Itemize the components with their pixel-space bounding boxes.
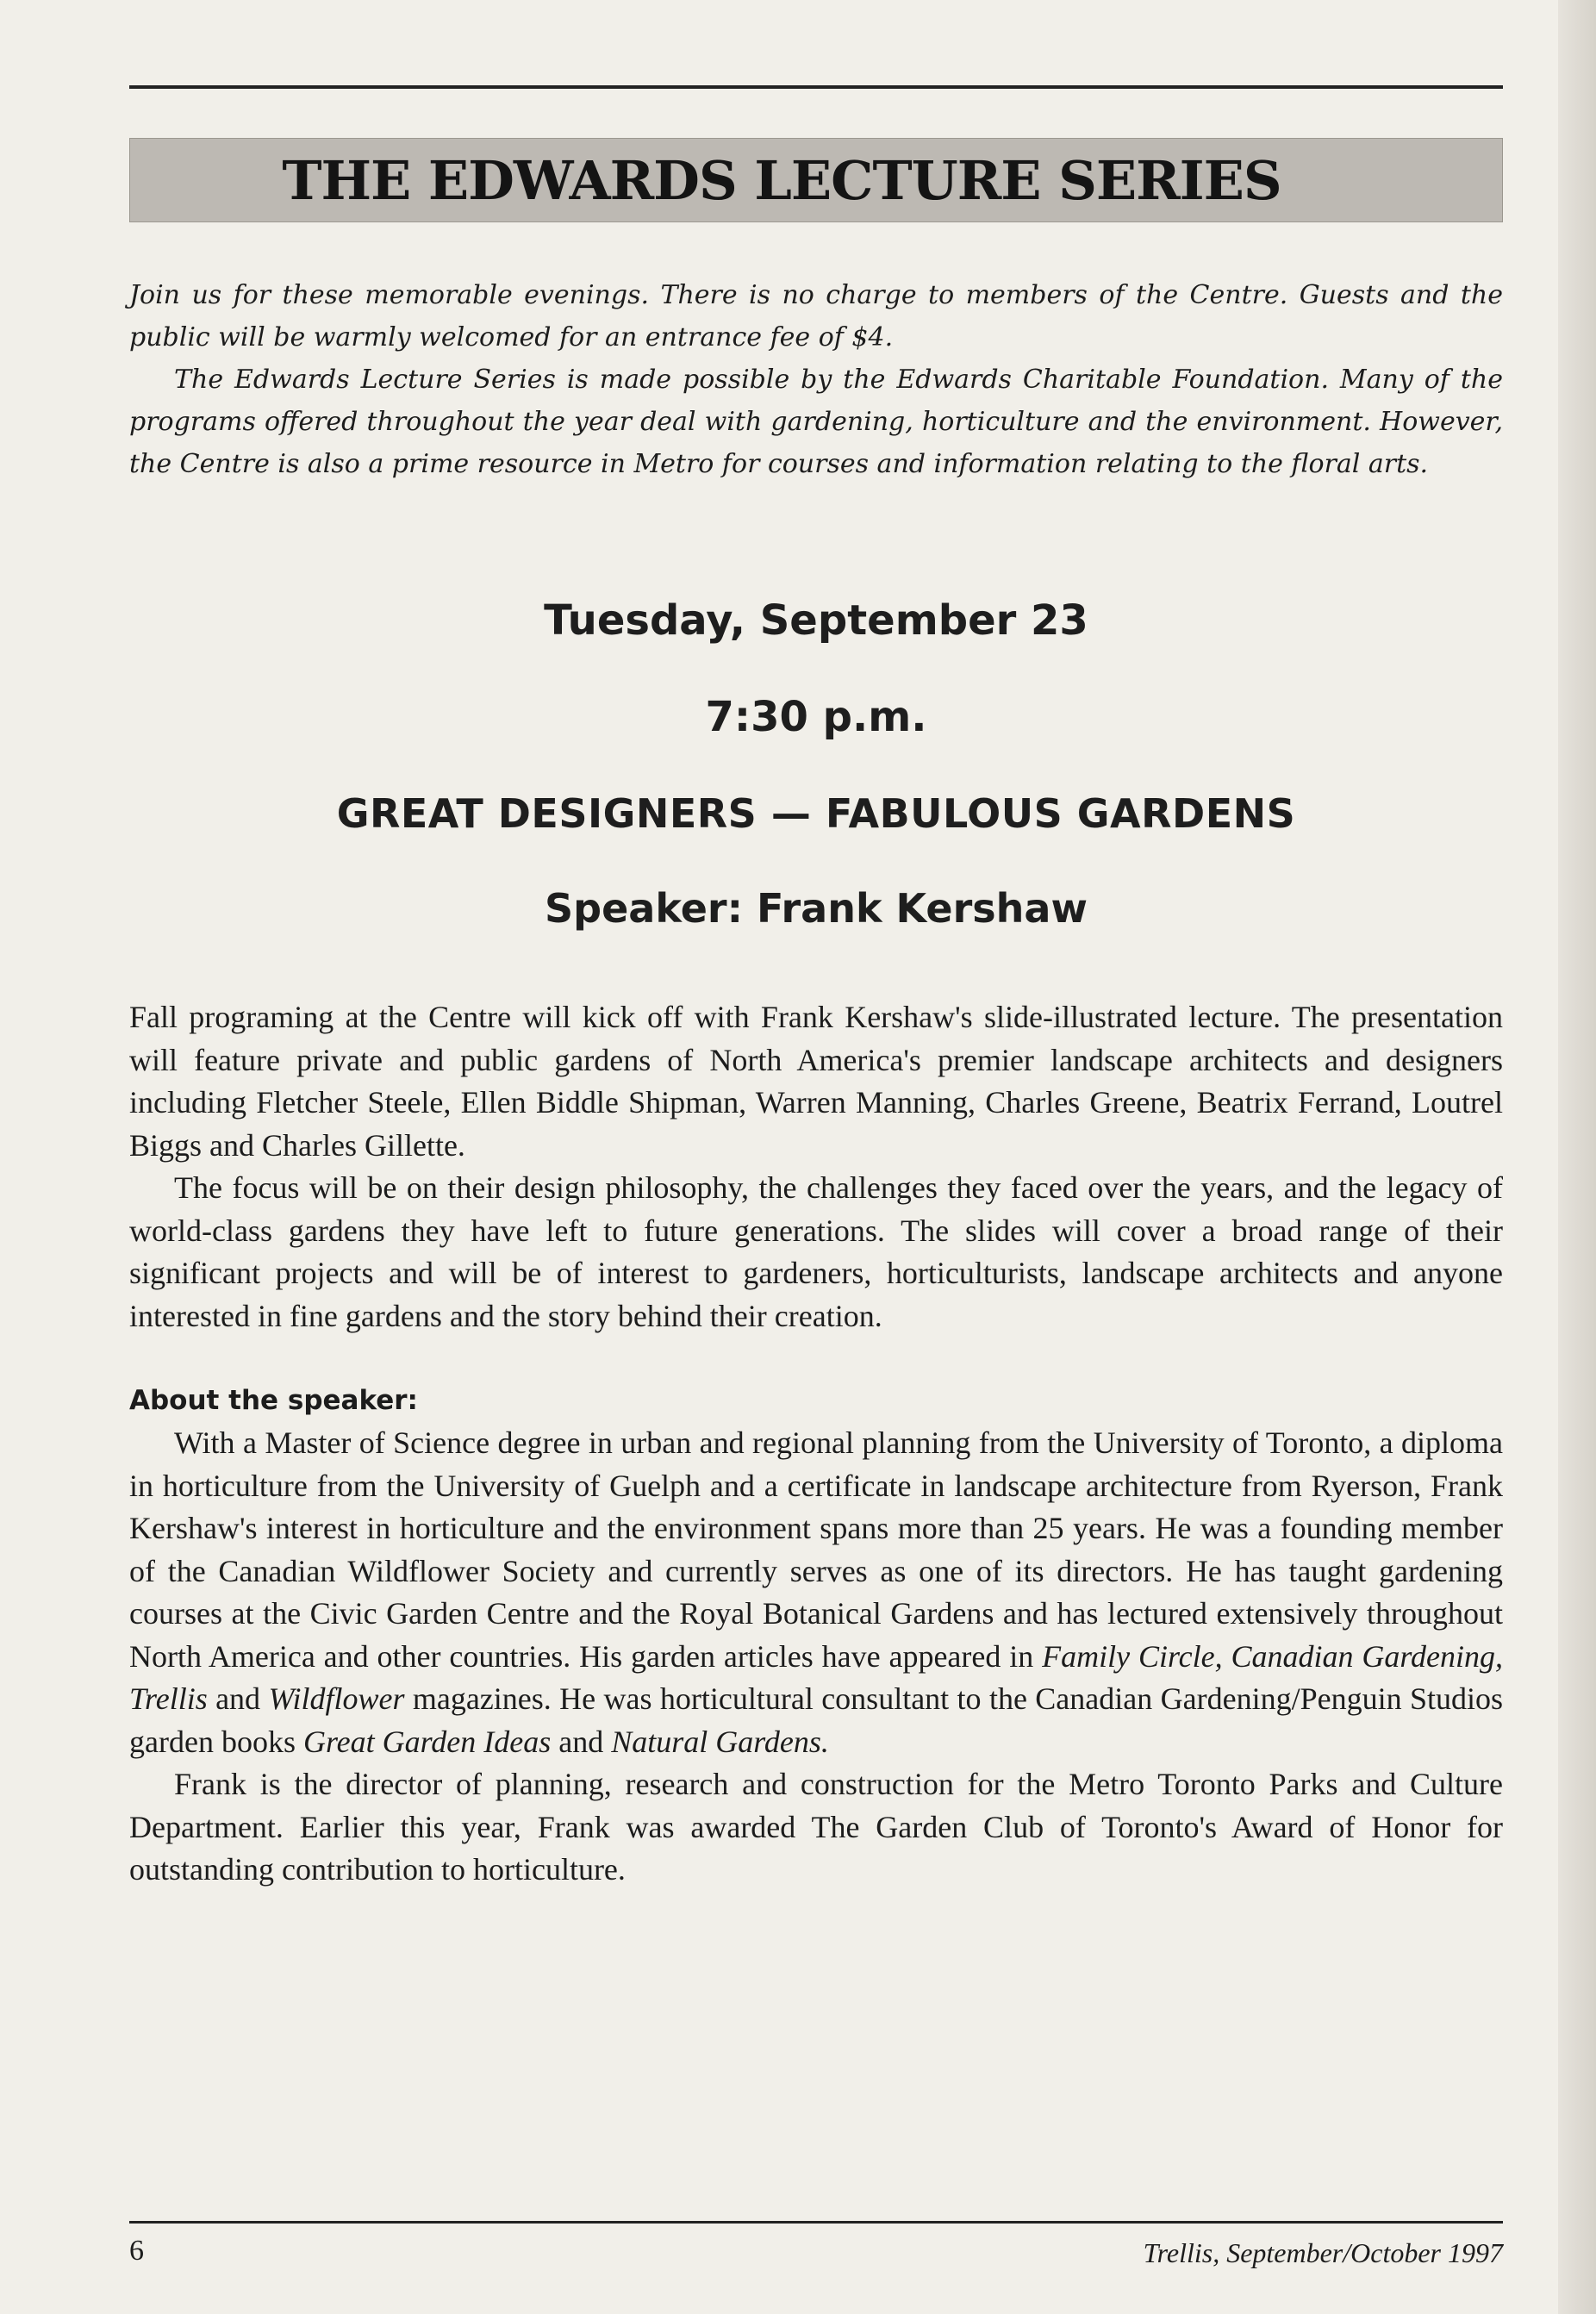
event-speaker: Speaker: Frank Kershaw	[545, 885, 1088, 932]
intro-paragraph: Join us for these memorable evenings. There is no charge to members of the Centre. Guests and the public will be warmly welcomed for an entrance fee of $4.	[129, 280, 1503, 352]
about-text: With a Master of Science degree in urban and regional planning from the University of Toronto, a diploma in horticulture from the University of Guelph and a certificate in landscape architecture from Ryerson, Frank Kershaw's interest in horticulture and the environment spans more than 25 years. He was a founding member of the Canadian Wildflower Society and currently serves as one of its directors. He has taught gardening courses at the Civic Garden Centre and the Royal Botanical Gardens and has lectured extensively throughout North America and other countries. His garden articles have appeared in	[129, 1425, 1503, 1674]
event-time: 7:30 p.m.	[705, 693, 927, 741]
event-date: Tuesday, September 23	[544, 596, 1088, 645]
top-rule	[129, 85, 1503, 89]
book-title: Natural Gardens.	[611, 1724, 829, 1759]
body-paragraph: The focus will be on their design philosophy, the challenges they faced over the years, and the legacy of world-class gardens they have left to future generations. The slides will cover a broad range of their significant projects and will be of interest to gardeners, horticulturists, landscape architects and anyone interested in fine gardens and the story behind their creation.	[129, 1170, 1503, 1333]
about-text: and	[207, 1681, 269, 1716]
about-text: magazines. He was horticultural consultant to the Canadian Gardening/Penguin Studios garden books	[129, 1681, 1503, 1759]
section-spacer	[129, 1338, 1503, 1379]
article-body	[129, 996, 1503, 1892]
title-banner	[129, 138, 1503, 222]
about-text: and	[551, 1724, 612, 1759]
page-number: 6	[129, 2235, 144, 2267]
publication-line: Trellis, September/October 1997	[1143, 2237, 1503, 2268]
intro-section	[129, 274, 1503, 485]
event-title: GREAT DESIGNERS — FABULOUS GARDENS	[336, 790, 1296, 837]
about-heading: About the speaker:	[129, 1385, 418, 1416]
body-paragraph: Fall programing at the Centre will kick off with Frank Kershaw's slide-illustrated lecture. The presentation will feature private and public gardens of North America's premier landscape architects and designers including Fletcher Steele, Ellen Biddle Shipman, Warren Manning, Charles Greene, Beatrix Ferrand, Loutrel Biggs and Charles Gillette.	[129, 1000, 1503, 1163]
book-title: Great Garden Ideas	[302, 1724, 552, 1759]
about-paragraph: Frank is the director of planning, research and construction for the Metro Toronto Parks and Culture Department. Earlier this year, Frank was awarded The Garden Club of Toronto's Award of Honor for outstanding contribution to horticulture.	[129, 1767, 1503, 1887]
page-edge	[1558, 0, 1596, 2314]
page-title: THE EDWARDS LECTURE SERIES	[282, 149, 1281, 212]
bottom-rule	[129, 2221, 1503, 2224]
intro-paragraph: The Edwards Lecture Series is made possible by the Edwards Charitable Foundation. Many of the programs offered throughout the year deal with gardening, horticulture and the environment. However, the Centre is also a prime resource in Metro for courses and information relating to the floral arts.	[129, 365, 1503, 479]
magazine-title: Wildflower	[268, 1681, 405, 1716]
about-paragraph	[129, 1422, 1503, 1763]
magazine-titles: Family Circle, Canadian Gardening, Trellis	[129, 1638, 1503, 1716]
